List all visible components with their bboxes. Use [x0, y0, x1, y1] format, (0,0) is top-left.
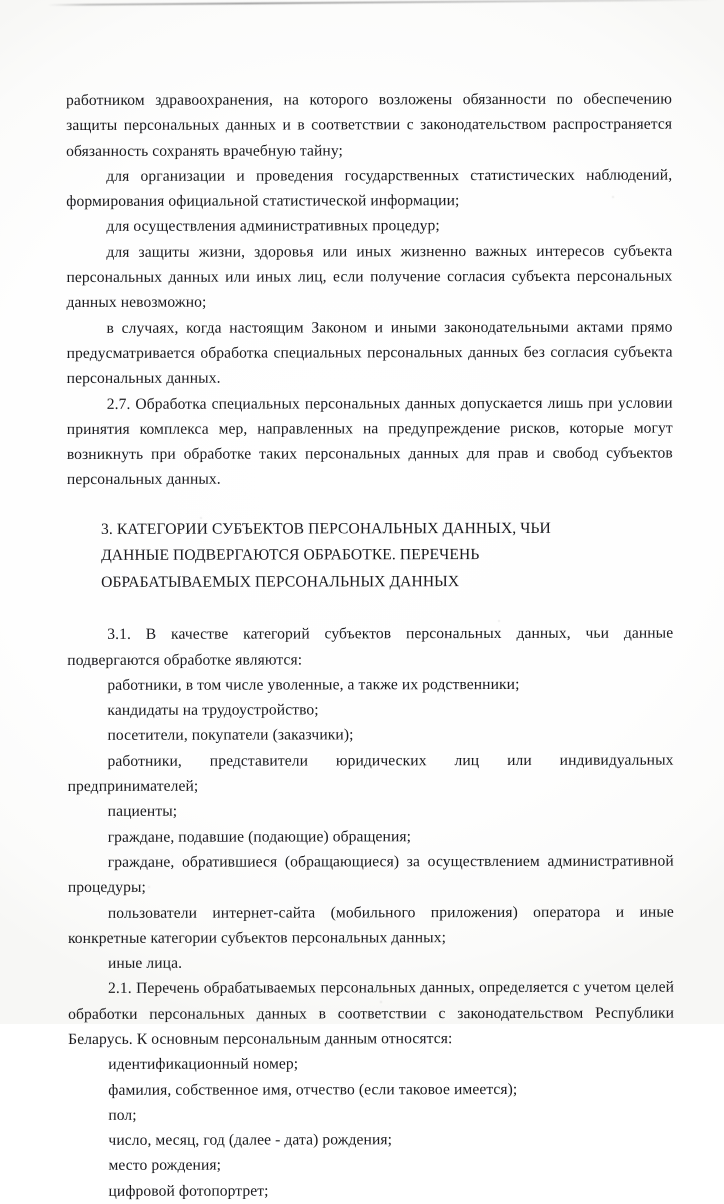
paragraph-3-1: 3.1. В качестве категорий субъектов персональных данных, чьи данные подвергаются обработке являются: [67, 624, 674, 669]
list-item-website-users: пользователи интернет-сайта (мобильного приложения) оператора и иные конкретные категории субъектов персональных данных; [67, 903, 674, 947]
data-item-place-of-birth: место рождения; [108, 1157, 222, 1175]
list-item-job-candidates: кандидаты на трудоустройство; [107, 701, 319, 720]
list-item-appeal-applicants: граждане, подавшие (подающие) обращения; [107, 827, 412, 846]
list-item-statistics: для организации и проведения государственных статистических наблюдений, формирования официальной статистической информации; [66, 166, 673, 211]
data-item-digital-photo: цифровой фотопортрет; [108, 1182, 269, 1200]
list-item-other-persons: иные лица. [107, 954, 183, 973]
list-item-administrative-procedures: для осуществления административных процедур; [106, 217, 440, 236]
list-item-law-provided-cases: в случаях, когда настоящим Законом и иными законодательными актами прямо предусматривается обработка специальных персональных данных без согласия субъекта персональных данных. [66, 318, 673, 388]
document-text-column [66, 87, 675, 1204]
section-heading-line-2: ДАННЫЕ ПОДВЕРГАЮТСЯ ОБРАБОТКЕ. ПЕРЕЧЕНЬ [101, 546, 480, 565]
data-item-identification-number: идентификационный номер; [108, 1055, 299, 1074]
section-heading-line-1: 3. КАТЕГОРИИ СУБЪЕКТОВ ПЕРСОНАЛЬНЫХ ДАННЫХ, ЧЬИ [100, 519, 551, 538]
section-heading-line-3: ОБРАБАТЫВАЕМЫХ ПЕРСОНАЛЬНЫХ ДАННЫХ [101, 572, 460, 591]
list-item-visitors-buyers: посетители, покупатели (заказчики); [107, 726, 354, 745]
list-item-legal-entity-representatives: работники, представители юридических лиц или индивидуальных предпринимателей; [67, 751, 674, 796]
list-item-patients: пациенты; [107, 803, 178, 821]
list-item-administrative-procedure-applicants: граждане, обратившиеся (обращающиеся) за осуществлением административной процедуры; [67, 852, 674, 897]
data-item-sex: пол; [108, 1106, 137, 1124]
data-item-date-of-birth: число, месяц, год (далее - дата) рождения; [108, 1131, 393, 1150]
paragraph-2-1: 2.1. Перечень обрабатываемых персональных данных, определяется с учетом целей обработки персональных данных в соответствии с законодательством Республики Беларусь. К основным персональным данным относятся: [68, 979, 675, 1048]
section-heading-3 [67, 515, 673, 596]
paragraph-2-7: 2.7. Обработка специальных персональных данных допускается лишь при условии принятия комплекса мер, направленных на предупреждение рисков, которые могут возникнуть при обработке таких персональных данных для прав и свобод субъектов персональных данных. [66, 394, 673, 489]
data-item-full-name: фамилия, собственное имя, отчество (если таковое имеется); [108, 1080, 518, 1099]
paragraph-continued-top: работником здравоохранения, на которого возложены обязанности по обеспечению защиты персональных данных и в соответствии с законодательством распространяется обязанность сохранять врачебную тайну; [66, 90, 673, 160]
list-item-vital-interests: для защиты жизни, здоровья или иных жизненно важных интересов субъекта персональных данных или иных лиц, если получение согласия субъекта персональных данных невозможно; [66, 242, 673, 312]
list-item-employees: работники, в том числе уволенные, а также их родственники; [107, 675, 520, 694]
